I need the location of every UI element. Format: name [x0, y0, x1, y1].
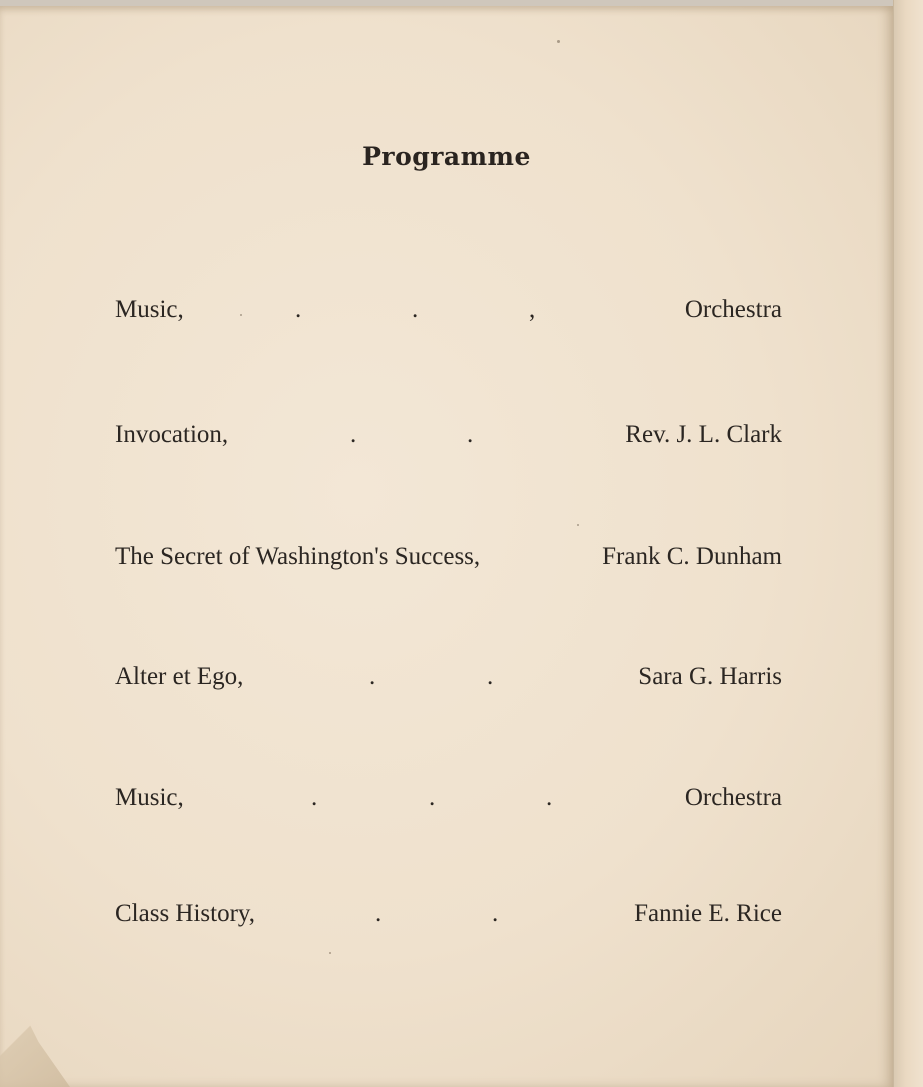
program-item: Alter et Ego,	[115, 663, 244, 690]
programme-page	[0, 6, 893, 1087]
leader-dot: .	[429, 784, 436, 811]
leader-dot: .	[350, 421, 357, 448]
program-entry	[115, 421, 782, 461]
program-entry	[115, 543, 782, 583]
paper-speck	[557, 40, 560, 43]
program-performer: Orchestra	[684, 296, 782, 323]
program-performer: Frank C. Dunham	[602, 543, 782, 570]
leader-dot: ,	[529, 296, 536, 323]
leader-dot: .	[295, 296, 302, 323]
leader-dot: .	[492, 900, 499, 927]
leader-dot: .	[369, 663, 376, 690]
leader-dot: .	[375, 900, 382, 927]
paper-speck	[329, 952, 331, 954]
paper-speck	[577, 524, 579, 526]
program-item: Class History,	[115, 900, 256, 927]
program-performer: Sara G. Harris	[638, 663, 782, 690]
program-item: The Secret of Washington's Success,	[115, 543, 481, 570]
page-title: Programme	[362, 142, 531, 171]
paper-speck	[240, 314, 242, 316]
program-entry	[115, 900, 782, 940]
leader-dot: .	[311, 784, 318, 811]
program-item: Music,	[115, 784, 184, 811]
leader-dot: .	[487, 663, 494, 690]
program-item: Invocation,	[115, 421, 229, 448]
program-entry	[115, 296, 782, 336]
program-entry	[115, 784, 782, 824]
leader-dot: .	[412, 296, 419, 323]
program-performer: Fannie E. Rice	[634, 900, 782, 927]
leader-dot: .	[546, 784, 553, 811]
program-performer: Rev. J. L. Clark	[625, 421, 782, 448]
back-page-edge	[893, 0, 923, 1087]
program-item: Music,	[115, 296, 184, 323]
program-performer: Orchestra	[684, 784, 782, 811]
leader-dot: .	[467, 421, 474, 448]
corner-tear	[0, 987, 70, 1087]
program-entry	[115, 663, 782, 703]
